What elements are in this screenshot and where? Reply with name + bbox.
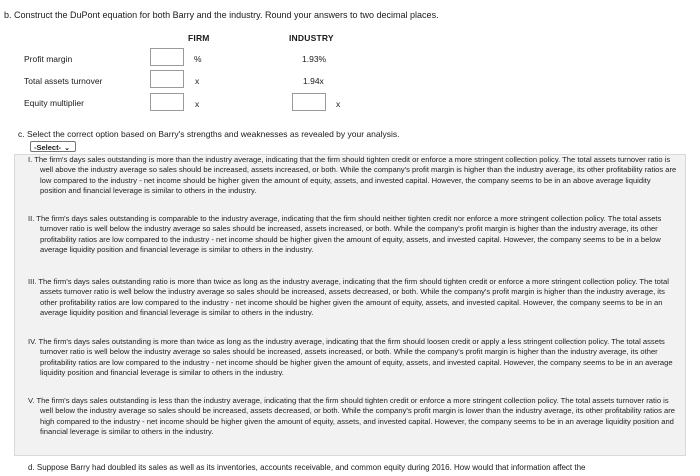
industry-column-header: INDUSTRY [289,33,334,43]
select-label: -Select- [34,143,62,152]
industry-profit-margin: 1.93% [302,54,327,64]
chevron-down-icon: ⌄ [64,145,70,152]
industry-total-assets-turnover: 1.94x [303,76,324,86]
times-unit: x [336,99,341,109]
option-iv[interactable]: IV. The firm's days sales outstanding is more than twice as long as the industry average, indicating that the firm should loosen credit or apply a less stringent collection policy. The total assets turnover ratio is well below the industry average so sales should be increased, assets increased, or both. While the company's profit margin is higher than the industry average, its other profitability ratios are low compared to the industry - net income should be higher given the amount of equity, assets, and invested capital. However, the company seems to be in an average liquidity position and financial leverage is similar to others in the industry. [28,337,673,378]
part-c-question: c. Select the correct option based on Barry's strengths and weaknesses as revealed by your analysis. [18,129,400,139]
firm-profit-margin-input[interactable] [150,48,184,66]
firm-column-header: FIRM [188,33,210,43]
option-ii[interactable]: II. The firm's days sales outstanding is comparable to the industry average, indicating that the firm should neither tighten credit nor enforce a more stringent collection policy. The total assets turnover ratio is well below the industry average so sales should be increased, assets increased, or both. While the company's profit margin is higher than the industry average, its other profitability ratios are low compared to the industry - net income should be higher given the amount of equity, assets, and invested capital. However, the company seems to be in a below average liquidity position and financial leverage is similar to others in the industry. [28,214,662,255]
profit-margin-label: Profit margin [24,54,73,64]
times-unit: x [195,76,200,86]
answer-select-dropdown[interactable] [30,141,76,152]
total-assets-turnover-label: Total assets turnover [24,76,103,86]
percent-unit: % [194,54,202,64]
equity-multiplier-label: Equity multiplier [24,98,84,108]
part-b-question: b. Construct the DuPont equation for both Barry and the industry. Round your answers to two decimal places. [4,10,439,20]
times-unit: x [195,99,200,109]
industry-equity-multiplier-input[interactable] [292,93,326,111]
option-i[interactable]: I. The firm's days sales outstanding is more than the industry average, indicating that the firm should tighten credit or enforce a more stringent collection policy. The total assets turnover ratio is well above the industry average so sales should be increased, assets increased, or both. While the company's profit margin is higher than the industry average, its other profitability ratios are low compared to the industry - net income should be higher given the amount of equity, assets, and invested capital. However, the company seems to be in an above average liquidity position and financial leverage is similar to others in the industry. [28,155,677,196]
option-iii[interactable]: III. The firm's days sales outstanding ratio is more than twice as long as the industry average, indicating that the firm should tighten credit or enforce a more stringent collection policy. The total assets turnover ratio is well below the industry average so sales should be increased, assets decreased, or both. While the company's profit margin is higher than the industry average, its other profitability ratios are low compared to the industry - net income should be higher given the amount of equity, assets, and invested capital. However, the company seems to be in an average liquidity position and financial leverage is similar to others in the industry. [28,277,669,318]
firm-equity-multiplier-input[interactable] [150,93,184,111]
part-d-question: d. Suppose Barry had doubled its sales as well as its inventories, accounts receivable, and common equity during 2016. How would that information affect the [28,463,586,472]
option-v[interactable]: V. The firm's days sales outstanding is less than the industry average, indicating that the firm should tighten credit or enforce a more stringent collection policy. The total assets turnover ratio is well below the industry average so sales should be increased, assets decreased, or both. While the company's profit margin is lower than the industry average, its other profitability ratios are high compared to the industry - net income should be higher given the amount of equity, assets, and invested capital. However, the company seems to be in an average liquidity position and financial leverage is similar to others in the industry. [28,396,676,437]
firm-total-assets-turnover-input[interactable] [150,70,184,88]
